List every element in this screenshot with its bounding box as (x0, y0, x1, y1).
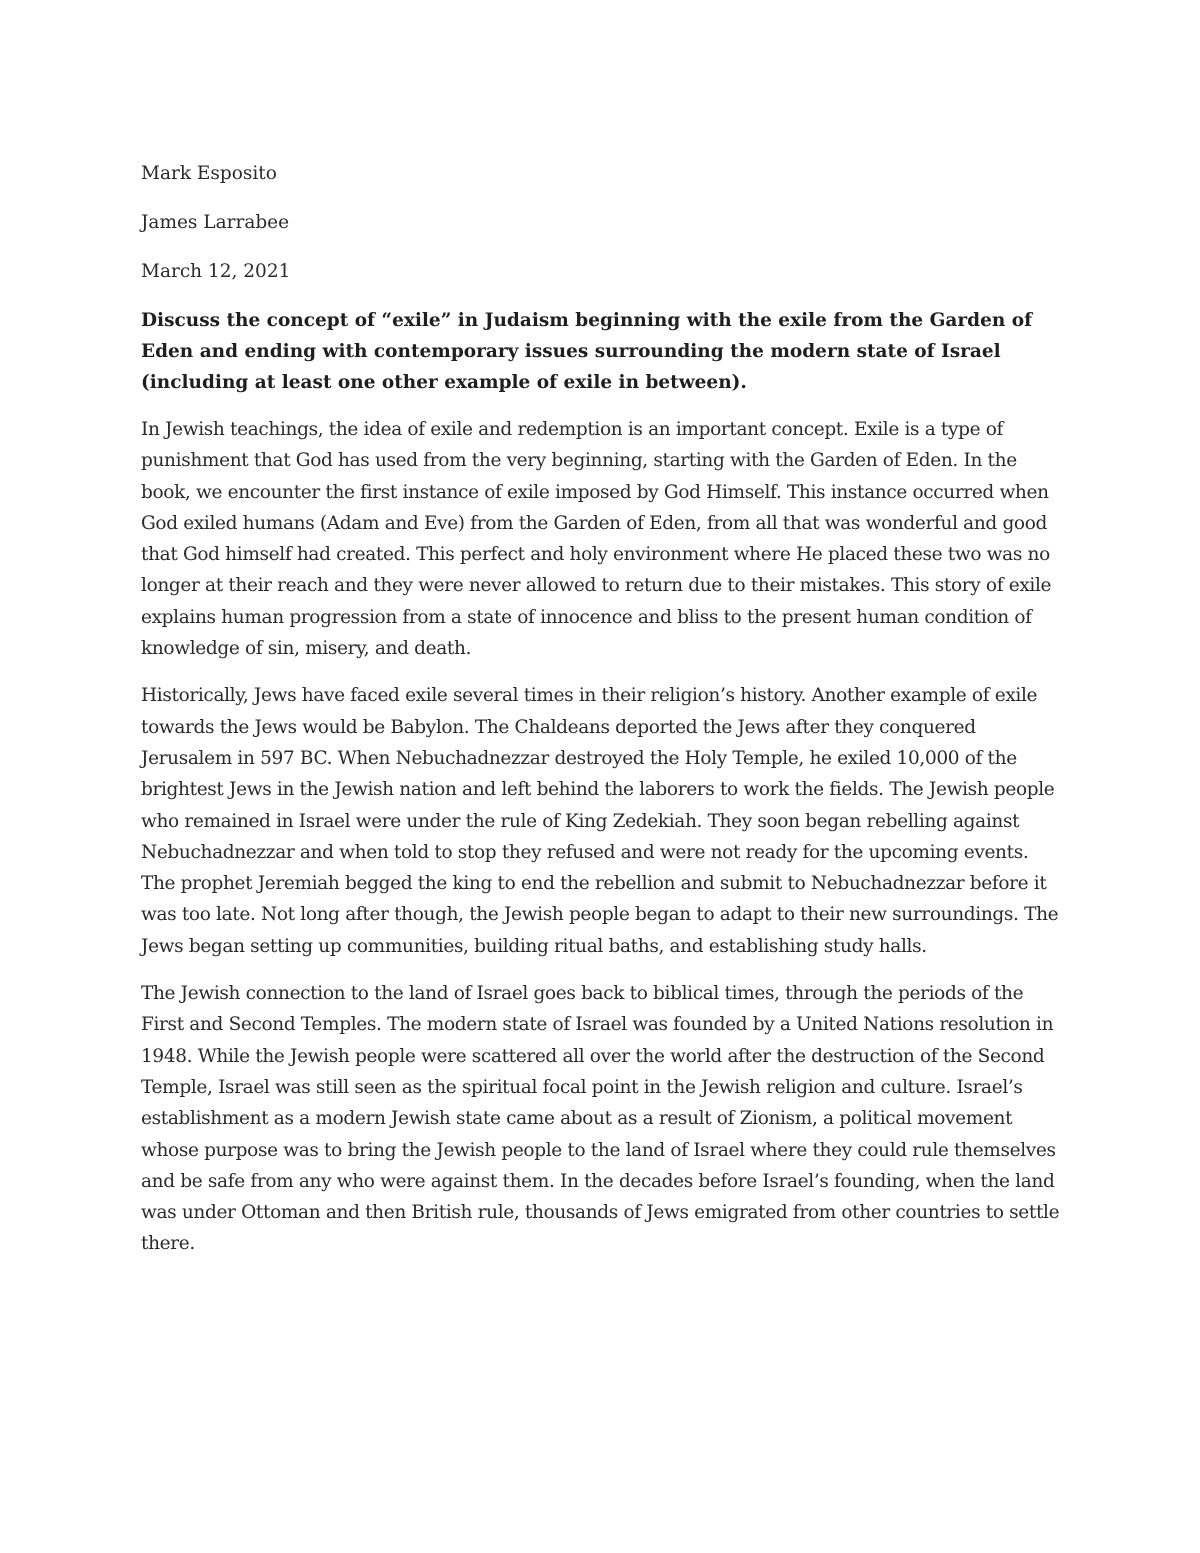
paragraph-garden-of-eden: In Jewish teachings, the idea of exile and redemption is an important concept. Exile is a type of punishment that God has used from the very beginning, starting with the Garden of Eden. In the book, we encounter the first instance of exile imposed by God Himself. This instance occurred when God exiled humans (Adam and Eve) from the Garden of Eden, from all that was wonderful and good that God himself had created. This perfect and holy environment where He placed these two was no longer at their reach and they were never allowed to return due to their mistakes. This story of exile explains human progression from a state of innocence and bliss to the present human condition of knowledge of sin, misery, and death. (141, 419, 1052, 660)
document-date: March 12, 2021 (141, 261, 291, 282)
paragraph-modern-israel: The Jewish connection to the land of Israel goes back to biblical times, through the periods of the First and Second Temples. The modern state of Israel was founded by a United Nations resolution in 1948. While the Jewish people were scattered all over the world after the destruction of the Second Temple, Israel was still seen as the spiritual focal point in the Jewish religion and culture. Israel’s establishment as a modern Jewish state came about as a result of Zionism, a political movement whose purpose was to bring the Jewish people to the land of Israel where they could rule themselves and be safe from any who were against them. In the decades before Israel’s founding, when the land was under Ottoman and then British rule, thousands of Jews emigrated from other countries to settle there. (141, 983, 1060, 1255)
paragraph-babylonian-exile: Historically, Jews have faced exile several times in their religion’s history. Another example of exile towards the Jews would be Babylon. The Chaldeans deported the Jews after they conquered Jerusalem in 597 BC. When Nebuchadnezzar destroyed the Holy Temple, he exiled 10,000 of the brightest Jews in the Jewish nation and left behind the laborers to work the fields. The Jewish people who remained in Israel were under the rule of King Zedekiah. They soon began rebelling against Nebuchadnezzar and when told to stop they refused and were not ready for the upcoming events. The prophet Jeremiah begged the king to end the rebellion and submit to Nebuchadnezzar before it was too late. Not long after though, the Jewish people began to adapt to their new surroundings. The Jews began setting up communities, building ritual baths, and establishing study halls. (141, 685, 1059, 957)
instructor-name: James Larrabee (141, 212, 290, 233)
student-name: Mark Esposito (141, 163, 277, 184)
document-body (141, 158, 1063, 1276)
essay-prompt: Discuss the concept of “exile” in Judaism beginning with the exile from the Garden of Eden and ending with contemporary issues surrounding the modern state of Israel (including at least one other example of exile in between). (141, 310, 1033, 393)
